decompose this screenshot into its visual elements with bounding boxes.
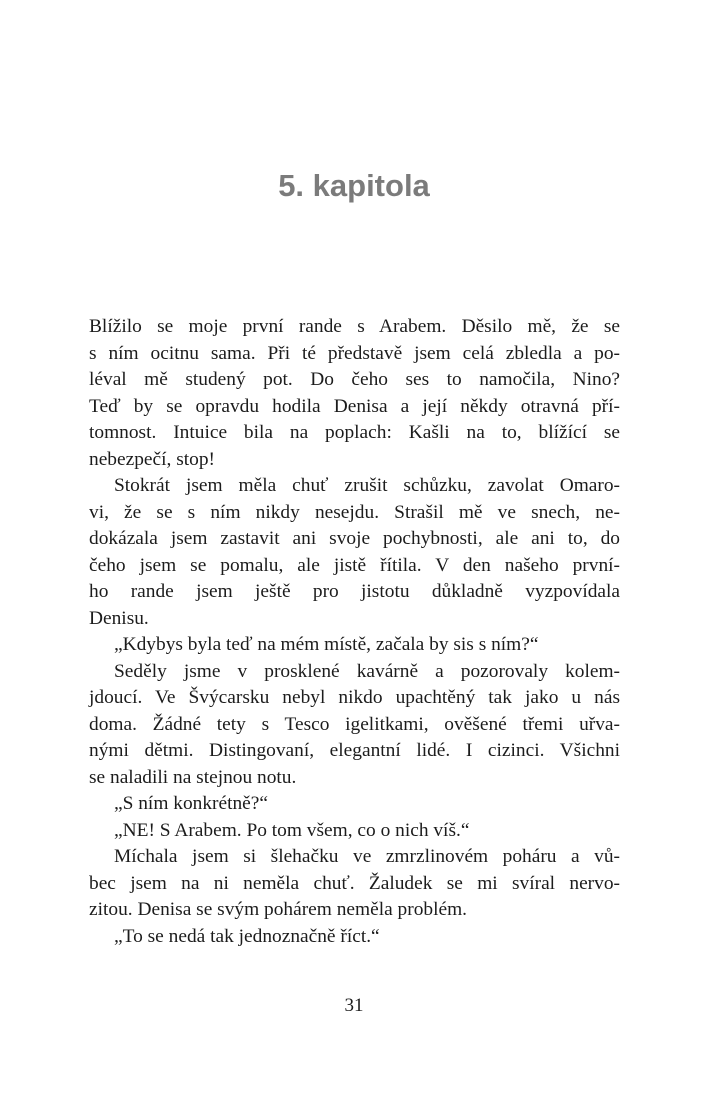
text-line: léval mě studený pot. Do čeho ses to namočila, Nino? [89,369,620,390]
text-line: dokázala jsem zastavit ani svoje pochybnosti, ale ani to, do [89,528,620,549]
page-number: 31 [344,995,364,1016]
paragraph [89,314,620,473]
paragraph [89,818,620,845]
text-line: „NE! S Arabem. Po tom všem, co o nich víš.“ [114,819,470,841]
text-line: Stokrát jsem měla chuť zrušit schůzku, zavolat Omaro- [114,475,620,496]
text-line: bec jsem na ni neměla chuť. Žaludek se mi svíral nervo- [89,872,620,894]
text-line: nými dětmi. Distingovaní, elegantní lidé. I cizinci. Všichni [89,740,620,761]
text-line: Blížilo se moje první rande s Arabem. Děsilo mě, že se [89,316,620,337]
text-line: „To se nedá tak jednoznačně říct.“ [114,925,380,947]
paragraph [89,791,620,818]
text-line: zitou. Denisa se svým pohárem neměla problém. [89,899,468,920]
text-line: Denisu. [89,607,149,629]
text-line: doma. Žádné tety s Tesco igelitkami, ověšené třemi uřva- [89,713,620,735]
text-line: čeho jsem se pomalu, ale jistě řítila. V den našeho první- [89,554,620,576]
text-line: Teď by se opravdu hodila Denisa a její někdy otravná pří- [89,395,620,417]
text-line: vi, že se s ním nikdy nesejdu. Strašil mě ve snech, ne- [89,501,620,523]
text-line: „Kdybys byla teď na mém místě, začala by sis s ním?“ [114,634,539,655]
text-line: „S ním konkrétně?“ [114,793,268,814]
text-line: s ním ocitnu sama. Při té představě jsem celá zbledla a po- [89,342,620,364]
body-text [89,314,620,950]
text-line: nebezpečí, stop! [89,448,215,470]
text-line: tomnost. Intuice bila na poplach: Kašli na to, blížící se [89,422,620,443]
chapter-title: 5. kapitola [278,168,430,203]
text-line: ho rande jsem ještě pro jistotu důkladně vyzpovídala [89,581,620,602]
text-line: Seděly jsme v prosklené kavárně a pozorovaly kolem- [114,660,620,682]
paragraph [89,659,620,792]
paragraph [89,632,620,659]
paragraph [89,924,620,951]
text-line: Míchala jsem si šlehačku ve zmrzlinovém poháru a vů- [114,846,620,867]
paragraph [89,844,620,924]
text-line: jdoucí. Ve Švýcarsku nebyl nikdo upachtěný tak jako u nás [89,687,620,708]
paragraph [89,473,620,632]
text-line: se naladili na stejnou notu. [89,766,297,788]
